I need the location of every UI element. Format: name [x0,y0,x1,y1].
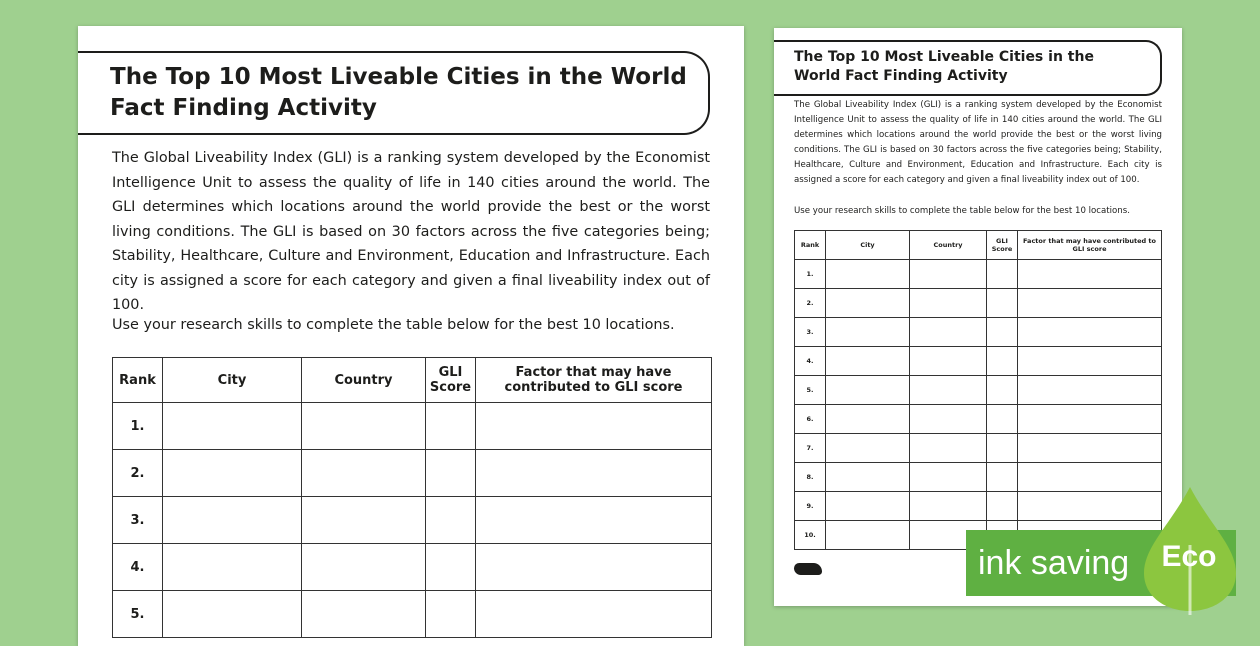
score-cell [987,492,1018,521]
city-cell [163,591,302,638]
rank-cell: 3. [795,318,826,347]
city-cell [826,463,910,492]
header-country: Country [910,231,987,260]
score-cell [987,376,1018,405]
city-cell [826,521,910,550]
country-cell [302,403,426,450]
rank-cell: 4. [795,347,826,376]
country-cell [910,463,987,492]
country-cell [302,591,426,638]
rank-cell: 7. [795,434,826,463]
country-cell [302,544,426,591]
worksheet-preview-large [78,26,744,646]
rank-cell: 10. [795,521,826,550]
score-cell [426,403,476,450]
table-row [113,497,712,544]
score-cell [987,260,1018,289]
results-table [794,230,1162,550]
city-cell [826,434,910,463]
factor-cell [1018,318,1162,347]
country-cell [910,376,987,405]
table-row [795,376,1162,405]
header-country: Country [302,358,426,403]
table-header-row [113,358,712,403]
city-cell [163,497,302,544]
table-header-row [795,231,1162,260]
score-cell [987,463,1018,492]
factor-cell [476,450,712,497]
table-row [113,591,712,638]
table-row [795,405,1162,434]
rank-cell: 2. [795,289,826,318]
header-gli-score: GLI Score [987,231,1018,260]
city-cell [826,376,910,405]
city-cell [826,289,910,318]
rank-cell: 9. [795,492,826,521]
title-box [774,40,1162,96]
country-cell [910,434,987,463]
score-cell [987,289,1018,318]
score-cell [426,544,476,591]
factor-cell [476,544,712,591]
country-cell [910,260,987,289]
score-cell [426,450,476,497]
rank-cell: 5. [113,591,163,638]
table-row [795,289,1162,318]
header-rank: Rank [113,358,163,403]
city-cell [826,405,910,434]
rank-cell: 3. [113,497,163,544]
rank-cell: 8. [795,463,826,492]
header-rank: Rank [795,231,826,260]
country-cell [910,405,987,434]
rank-cell: 1. [795,260,826,289]
ink-saving-text: ink saving [978,543,1130,582]
score-cell [987,405,1018,434]
results-table [112,357,712,638]
instruction-text: Use your research skills to complete the table below for the best 10 locations. [112,317,675,333]
factor-cell [476,403,712,450]
city-cell [826,260,910,289]
intro-paragraph: The Global Liveability Index (GLI) is a ranking system developed by the Economist Intelligence Unit to assess the quality of life in 140 cities around the world. The GLI determines which locations around the world provide the best or the worst living conditions. The GLI is based on 30 factors across the five categories being; Stability, Healthcare, Culture and Environment, Education and Infrastructure. Each city is assigned a score for each category and given a final liveability index out of 100. [794,100,1162,185]
country-cell [910,347,987,376]
table-row [795,260,1162,289]
table-row [795,434,1162,463]
header-gli-score: GLI Score [426,358,476,403]
factor-cell [476,591,712,638]
rank-cell: 4. [113,544,163,591]
header-factor: Factor that may have contributed to GLI score [1018,231,1162,260]
country-cell [910,492,987,521]
worksheet-title: The Top 10 Most Liveable Cities in the World Fact Finding Activity [794,49,1094,84]
score-cell [426,497,476,544]
table-row [113,450,712,497]
score-cell [987,347,1018,376]
header-city: City [163,358,302,403]
score-cell [987,318,1018,347]
factor-cell [1018,289,1162,318]
country-cell [302,450,426,497]
table-row [795,463,1162,492]
rank-cell: 1. [113,403,163,450]
rank-cell: 2. [113,450,163,497]
header-factor: Factor that may have contributed to GLI score [476,358,712,403]
table-row [795,347,1162,376]
table-row [113,403,712,450]
factor-cell [1018,434,1162,463]
rank-cell: 6. [795,405,826,434]
intro-paragraph: The Global Liveability Index (GLI) is a ranking system developed by the Economist Intelligence Unit to assess the quality of life in 140 cities around the world. The GLI determines which locations around the world provide the best or the worst living conditions. The GLI is based on 30 factors across the five categories being; Stability, Healthcare, Culture and Environment, Education and Infrastructure. Each city is assigned a score for each category and given a final liveability index out of 100. [112,150,710,313]
table-row [795,318,1162,347]
country-cell [910,289,987,318]
city-cell [163,403,302,450]
factor-cell [1018,260,1162,289]
city-cell [826,318,910,347]
worksheet-title: The Top 10 Most Liveable Cities in the World Fact Finding Activity [110,64,687,121]
city-cell [826,347,910,376]
table-row [795,492,1162,521]
factor-cell [1018,405,1162,434]
factor-cell [1018,376,1162,405]
header-city: City [826,231,910,260]
factor-cell [1018,347,1162,376]
country-cell [302,497,426,544]
title-box [78,51,710,135]
brand-logo [794,563,822,575]
rank-cell: 5. [795,376,826,405]
score-cell [987,434,1018,463]
factor-cell [476,497,712,544]
table-row [113,544,712,591]
instruction-text: Use your research skills to complete the table below for the best 10 locations. [794,206,1130,216]
worksheet-preview-thumbnail [774,28,1182,606]
city-cell [163,450,302,497]
city-cell [163,544,302,591]
eco-label: Eco [1161,540,1217,573]
country-cell [910,318,987,347]
city-cell [826,492,910,521]
score-cell [426,591,476,638]
